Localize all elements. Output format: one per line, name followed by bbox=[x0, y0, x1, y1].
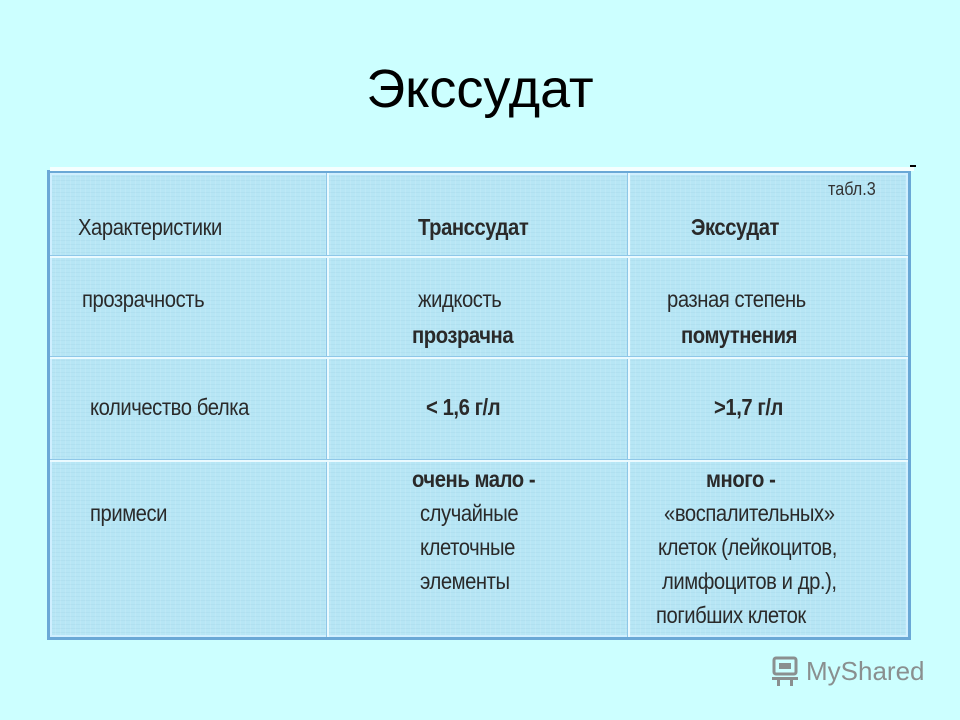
transparency-exudate-line2: помутнения bbox=[681, 322, 798, 348]
transparency-exudate-line1: разная степень bbox=[667, 286, 806, 312]
header-characteristics: Характеристики bbox=[78, 214, 222, 240]
impurities-transudate-line4: элементы bbox=[420, 568, 510, 594]
row-label-transparency: прозрачность bbox=[82, 286, 205, 312]
myshared-logo-icon bbox=[770, 655, 800, 687]
impurities-exudate-line2: «воспалительных» bbox=[664, 500, 835, 526]
impurities-exudate-line5: погибших клеток bbox=[656, 602, 806, 628]
myshared-label: MyShared bbox=[806, 655, 925, 686]
row-divider bbox=[50, 255, 908, 258]
row-label-impurities: примеси bbox=[90, 500, 168, 526]
protein-exudate-value: >1,7 г/л bbox=[714, 394, 783, 420]
comparison-table bbox=[47, 170, 911, 640]
impurities-transudate-line2: случайные bbox=[420, 500, 519, 526]
column-divider bbox=[627, 173, 630, 637]
corner-mark bbox=[910, 165, 916, 167]
transparency-transudate-line1: жидкость bbox=[418, 286, 502, 312]
myshared-watermark[interactable] bbox=[770, 655, 925, 687]
row-divider bbox=[50, 459, 908, 462]
table-caption: табл.3 bbox=[828, 179, 876, 199]
impurities-transudate-line1: очень мало - bbox=[412, 466, 536, 492]
slide-title: Экссудат bbox=[366, 59, 594, 119]
protein-transudate-value: < 1,6 г/л bbox=[426, 394, 501, 420]
table-top-border bbox=[50, 167, 914, 171]
header-exudate: Экссудат bbox=[691, 214, 780, 240]
impurities-exudate-line4: лимфоцитов и др.), bbox=[662, 568, 837, 594]
transparency-transudate-line2: прозрачна bbox=[412, 322, 514, 348]
column-divider bbox=[326, 173, 329, 637]
header-transudate: Транссудат bbox=[418, 214, 529, 240]
impurities-transudate-line3: клеточные bbox=[420, 534, 515, 560]
impurities-exudate-line1: много - bbox=[706, 466, 776, 492]
impurities-exudate-line3: клеток (лейкоцитов, bbox=[658, 534, 837, 560]
row-divider bbox=[50, 356, 908, 359]
row-label-protein: количество белка bbox=[90, 394, 249, 420]
